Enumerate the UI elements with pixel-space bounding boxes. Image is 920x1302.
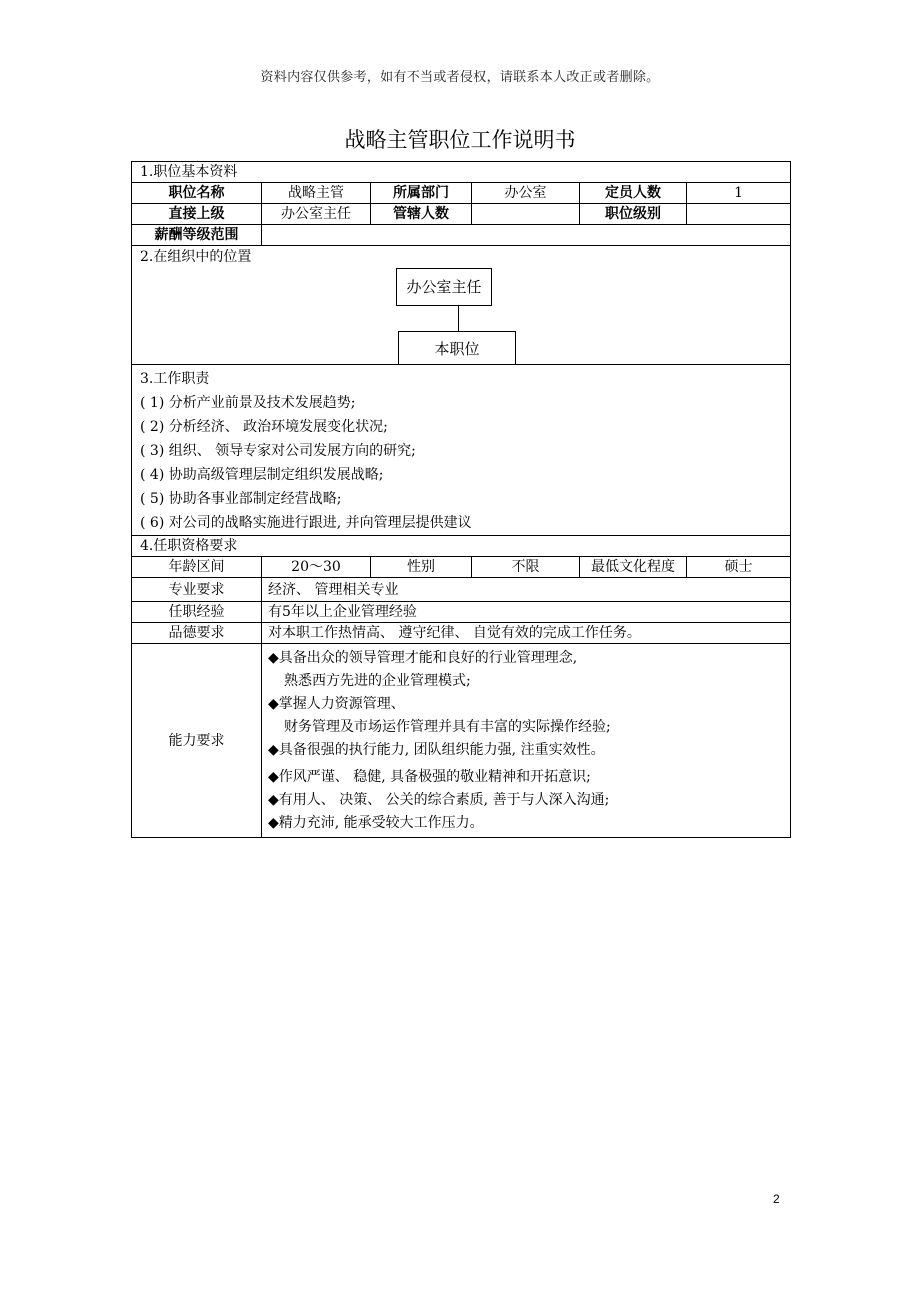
- duty-item: ( 6) 对公司的战略实施进行跟进, 并向管理层提供建议: [140, 515, 472, 531]
- document-title: 战略主管职位工作说明书: [344, 128, 576, 152]
- subordinates-value: [472, 204, 580, 225]
- section1-heading: 1.职位基本资料: [132, 162, 791, 183]
- ability-item: ◆有用人、 决策、 公关的综合素质, 善于与人深入沟通;: [268, 792, 610, 808]
- header-disclaimer: 资料内容仅供参考，如有不当或者侵权，请联系本人改正或者删除。: [260, 70, 660, 85]
- duty-item: ( 5) 协助各事业部制定经营战略;: [140, 491, 342, 507]
- salary-range-value: [262, 225, 791, 246]
- experience-value: 有5年以上企业管理经验: [262, 602, 791, 623]
- ethics-label: 品德要求: [132, 623, 262, 644]
- direct-superior-value: 办公室主任: [262, 204, 371, 225]
- major-label: 专业要求: [132, 578, 262, 602]
- org-self-box: 本职位: [398, 331, 516, 365]
- ability-item: ◆精力充沛, 能承受较大工作压力。: [268, 815, 484, 831]
- duty-item: ( 2) 分析经济、 政治环境发展变化状况;: [140, 419, 388, 435]
- gender-value: 不限: [472, 557, 580, 578]
- org-superior-box: 办公室主任: [396, 268, 492, 306]
- ability-cell: [262, 644, 791, 838]
- position-name-value: 战略主管: [262, 183, 371, 204]
- age-label: 年龄区间: [132, 557, 262, 578]
- ability-item: ◆具备出众的领导管理才能和良好的行业管理理念,: [268, 650, 578, 666]
- gender-label: 性别: [371, 557, 472, 578]
- headcount-label: 定员人数: [580, 183, 687, 204]
- ability-label: 能力要求: [132, 644, 262, 838]
- position-level-label: 职位级别: [580, 204, 687, 225]
- section2-heading: 2.在组织中的位置: [140, 249, 252, 265]
- org-position-cell: [132, 246, 791, 365]
- major-value: 经济、 管理相关专业: [262, 578, 791, 602]
- headcount-value: 1: [687, 183, 791, 204]
- position-level-value: [687, 204, 791, 225]
- direct-superior-label: 直接上级: [132, 204, 262, 225]
- duties-cell: [132, 365, 791, 536]
- experience-label: 任职经验: [132, 602, 262, 623]
- position-name-label: 职位名称: [132, 183, 262, 204]
- ability-item: 财务管理及市场运作管理并具有丰富的实际操作经验;: [284, 719, 611, 735]
- subordinates-label: 管辖人数: [371, 204, 472, 225]
- duty-item: ( 3) 组织、 领导专家对公司发展方向的研究;: [140, 443, 416, 459]
- age-value: 20～30: [262, 557, 371, 578]
- education-label: 最低文化程度: [580, 557, 687, 578]
- section3-heading: 3.工作职责: [140, 371, 210, 387]
- ability-item: ◆具备很强的执行能力, 团队组织能力强, 注重实效性。: [268, 742, 605, 758]
- salary-range-label: 薪酬等级范围: [132, 225, 262, 246]
- page-number: 2: [773, 1192, 780, 1206]
- ethics-value: 对本职工作热情高、 遵守纪律、 自觉有效的完成工作任务。: [262, 623, 791, 644]
- ability-item: ◆掌握人力资源管理、: [268, 696, 405, 712]
- duty-item: ( 4) 协助高级管理层制定组织发展战略;: [140, 467, 384, 483]
- job-description-table: [131, 161, 791, 838]
- department-value: 办公室: [472, 183, 580, 204]
- section4-heading: 4.任职资格要求: [132, 536, 791, 557]
- org-connector-line: [458, 305, 459, 331]
- department-label: 所属部门: [371, 183, 472, 204]
- education-value: 硕士: [687, 557, 791, 578]
- ability-item: 熟悉西方先进的企业管理模式;: [284, 673, 471, 689]
- duty-item: ( 1) 分析产业前景及技术发展趋势;: [140, 395, 356, 411]
- ability-item: ◆作风严谨、 稳健, 具备极强的敬业精神和开拓意识;: [268, 769, 591, 785]
